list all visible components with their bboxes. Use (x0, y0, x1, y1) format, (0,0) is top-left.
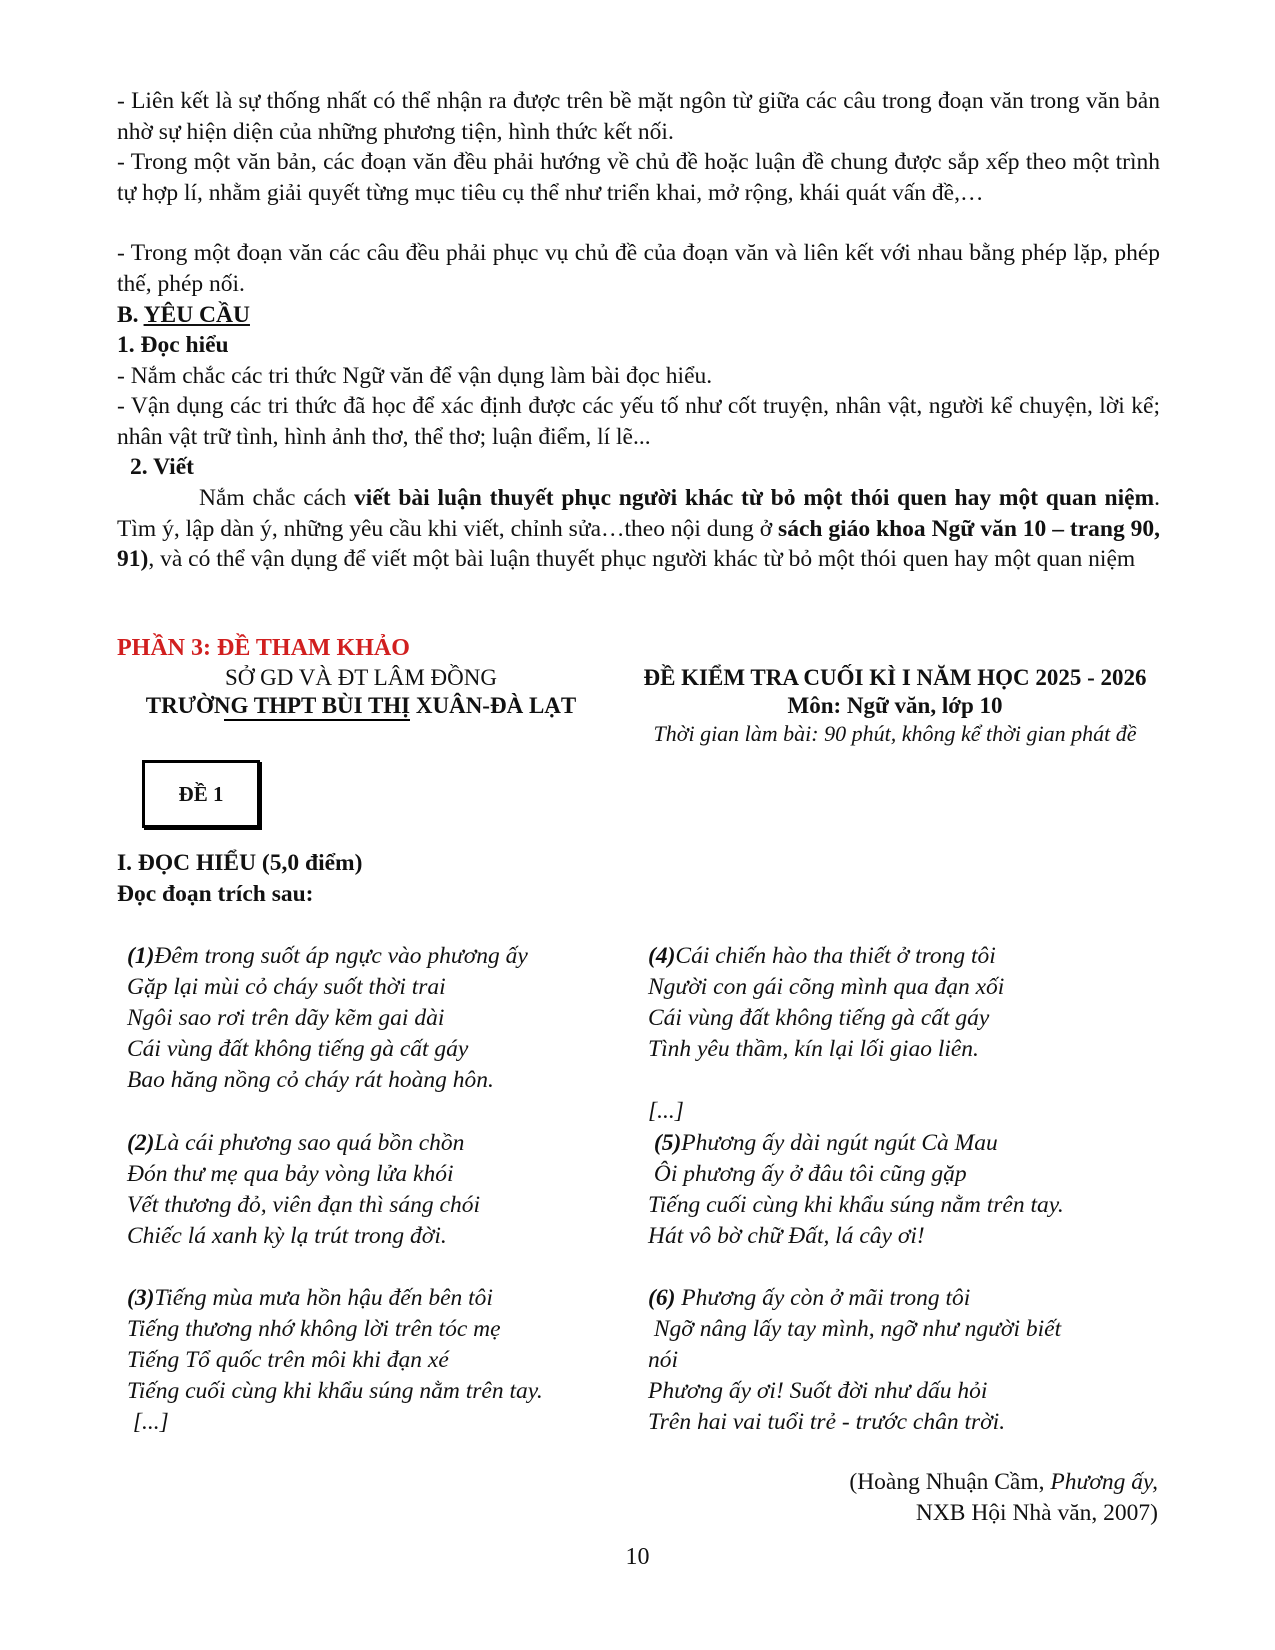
poem-ellipsis: [...] (127, 1409, 169, 1435)
page-number: 10 (625, 1544, 650, 1570)
poem-line: Tình yêu thầm, kín lại lối giao liên. (648, 1036, 979, 1062)
poem-line: Ngôi sao rơi trên dãy kẽm gai dài (127, 1005, 445, 1031)
doc-hieu-heading: 1. Đọc hiểu (117, 332, 229, 358)
poem-line: nói (648, 1347, 679, 1373)
stanza-number: (6) (648, 1285, 676, 1311)
stanza-number: (1) (127, 943, 155, 969)
poem-line: Ôi phương ấy ở đâu tôi cũng gặp (648, 1161, 967, 1187)
poem-line: Vết thương đỏ, viên đạn thì sáng chói (127, 1192, 481, 1218)
poem-line: Đón thư mẹ qua bảy vòng lửa khói (127, 1161, 454, 1187)
school-name: TRƯỜNG THPT BÙI THỊ XUÂN-ĐÀ LẠT (145, 693, 577, 718)
stanza-number: (4) (648, 943, 676, 969)
poem-stanza-5: (5)Phương ấy dài ngút ngút Cà Mau Ôi phương ấy ở đâu tôi cũng gặp Tiếng cuối cùng khi khẩu súng nằm trên tay. Hát vô bờ chữ Đất, lá cây ơi! (648, 1128, 1064, 1252)
reading-instruction: Đọc đoạn trích sau: (117, 881, 314, 907)
poem-line: Tiếng thương nhớ không lời trên tóc mẹ (127, 1316, 501, 1342)
school-underline (224, 719, 410, 721)
poem-line: Hát vô bờ chữ Đất, lá cây ơi! (648, 1223, 925, 1249)
poem-stanza-2: (2)Là cái phương sao quá bồn chồn Đón thư mẹ qua bảy vòng lửa khói Vết thương đỏ, viên đạn thì sáng chói Chiếc lá xanh kỳ lạ trút trong đời. (127, 1128, 480, 1252)
exam-subject: Môn: Ngữ văn, lớp 10 (787, 693, 1003, 718)
viet-heading: 2. Viết (130, 454, 194, 480)
poem-stanza-6: (6) Phương ấy còn ở mãi trong tôi Ngỡ nâng lấy tay mình, ngỡ như người biết nói Phương ấy ơi! Suốt đời như dấu hỏi Trên hai vai tuổi trẻ - trước chân trời. (648, 1283, 1061, 1438)
poem-stanza-1: (1)Đêm trong suốt áp ngực vào phương ấy Gặp lại mùi cỏ cháy suốt thời trai Ngôi sao rơi trên dãy kẽm gai dài Cái vùng đất không tiếng gà cất gáy Bao hăng nồng cỏ cháy rát hoàng hôn. (127, 941, 528, 1096)
viet-bold-textbook: sách giáo khoa Ngữ văn 10 – trang 90, 91) (117, 515, 1160, 572)
doc-hieu-item-2: - Vận dụng các tri thức đã học để xác định được các yếu tố như cốt truyện, nhân vật, người kể chuyện, lời kể; nhân vật trữ tình, hình ảnh thơ, thể thơ; luận điểm, lí lẽ... (117, 393, 1160, 450)
poem-stanza-4: (4)Cái chiến hào tha thiết ở trong tôi Người con gái cõng mình qua đạn xối Cái vùng đất không tiếng gà cất gáy Tình yêu thầm, kín lại lối giao liên. [...] (648, 941, 1004, 1127)
exam-title: ĐỀ KIỂM TRA CUỐI KÌ I NĂM HỌC 2025 - 2026 (643, 665, 1147, 690)
poem-line: Chiếc lá xanh kỳ lạ trút trong đời. (127, 1223, 447, 1249)
intro-bullet-3: - Trong một đoạn văn các câu đều phải phục vụ chủ đề của đoạn văn và liên kết với nhau bằng phép lặp, phép thế, phép nối. (117, 240, 1160, 297)
poem-line: Bao hăng nồng cỏ cháy rát hoàng hôn. (127, 1067, 494, 1093)
poem-line: Tiếng cuối cùng khi khẩu súng nằm trên tay. (127, 1378, 543, 1404)
section-b-heading: B. YÊU CẦU (117, 302, 250, 328)
poem-line: Gặp lại mùi cỏ cháy suốt thời trai (127, 974, 446, 1000)
viet-bold-essay: viết bài luận thuyết phục người khác từ bỏ một thói quen hay một quan niệm (354, 485, 1155, 511)
stanza-number: (2) (127, 1130, 155, 1156)
poem-line: Trên hai vai tuổi trẻ - trước chân trời. (648, 1409, 1006, 1435)
section-b-title: YÊU CẦU (143, 302, 250, 328)
poem-line: Cái vùng đất không tiếng gà cất gáy (648, 1005, 990, 1031)
poem-line: Người con gái cõng mình qua đạn xối (648, 974, 1005, 1000)
stanza-number: (5) (648, 1130, 682, 1156)
source-citation-line-1: (Hoàng Nhuận Cầm, Phương ấy, (849, 1469, 1158, 1495)
exam-number-box: ĐỀ 1 (142, 760, 260, 828)
poem-stanza-3: (3)Tiếng mùa mưa hồn hậu đến bên tôi Tiếng thương nhớ không lời trên tóc mẹ Tiếng Tổ quốc trên môi khi đạn xé Tiếng cuối cùng khi khẩu súng nằm trên tay. [...] (127, 1283, 543, 1438)
phan3-title: PHẦN 3: ĐỀ THAM KHẢO (117, 635, 410, 661)
poem-line: Ngỡ nâng lấy tay mình, ngỡ như người biết (648, 1316, 1062, 1342)
source-title: Phương ấy, (1050, 1469, 1158, 1495)
source-citation-line-2: NXB Hội Nhà văn, 2007) (915, 1500, 1158, 1526)
poem-line: Tiếng Tổ quốc trên môi khi đạn xé (127, 1347, 449, 1373)
doc-hieu-item-1: - Nắm chắc các tri thức Ngữ văn để vận dụng làm bài đọc hiểu. (117, 363, 713, 389)
intro-bullet-1: - Liên kết là sự thống nhất có thể nhận ra được trên bề mặt ngôn từ giữa các câu trong đoạn văn trong văn bản nhờ sự hiện diện của những phương tiện, hình thức kết nối. (117, 88, 1160, 145)
poem-line: Cái vùng đất không tiếng gà cất gáy (127, 1036, 469, 1062)
poem-ellipsis: [...] (648, 1098, 684, 1124)
stanza-number: (3) (127, 1285, 155, 1311)
exam-time: Thời gian làm bài: 90 phút, không kể thời gian phát đề (653, 721, 1137, 746)
department-name: SỞ GD VÀ ĐT LÂM ĐỒNG (225, 665, 497, 690)
poem-line: Phương ấy ơi! Suốt đời như dấu hỏi (648, 1378, 988, 1404)
viet-paragraph: Nắm chắc cách viết bài luận thuyết phục người khác từ bỏ một thói quen hay một quan niệm. Tìm ý, lập dàn ý, những yêu cầu khi viết, chỉnh sửa…theo nội dung ở sách giáo khoa Ngữ văn 10 – trang 90, 91), và có thể vận dụng để viết một bài luận thuyết phục người khác từ bỏ một thói quen hay một quan niệm (117, 485, 1160, 572)
reading-section-title: I. ĐỌC HIỂU (5,0 điểm) (117, 850, 363, 876)
intro-bullet-2: - Trong một văn bản, các đoạn văn đều phải hướng về chủ đề hoặc luận đề chung được sắp xếp theo một trình tự hợp lí, nhằm giải quyết từng mục tiêu cụ thể như triển khai, mở rộng, khái quát vấn đề,… (117, 149, 1160, 206)
poem-line: Tiếng cuối cùng khi khẩu súng nằm trên tay. (648, 1192, 1064, 1218)
